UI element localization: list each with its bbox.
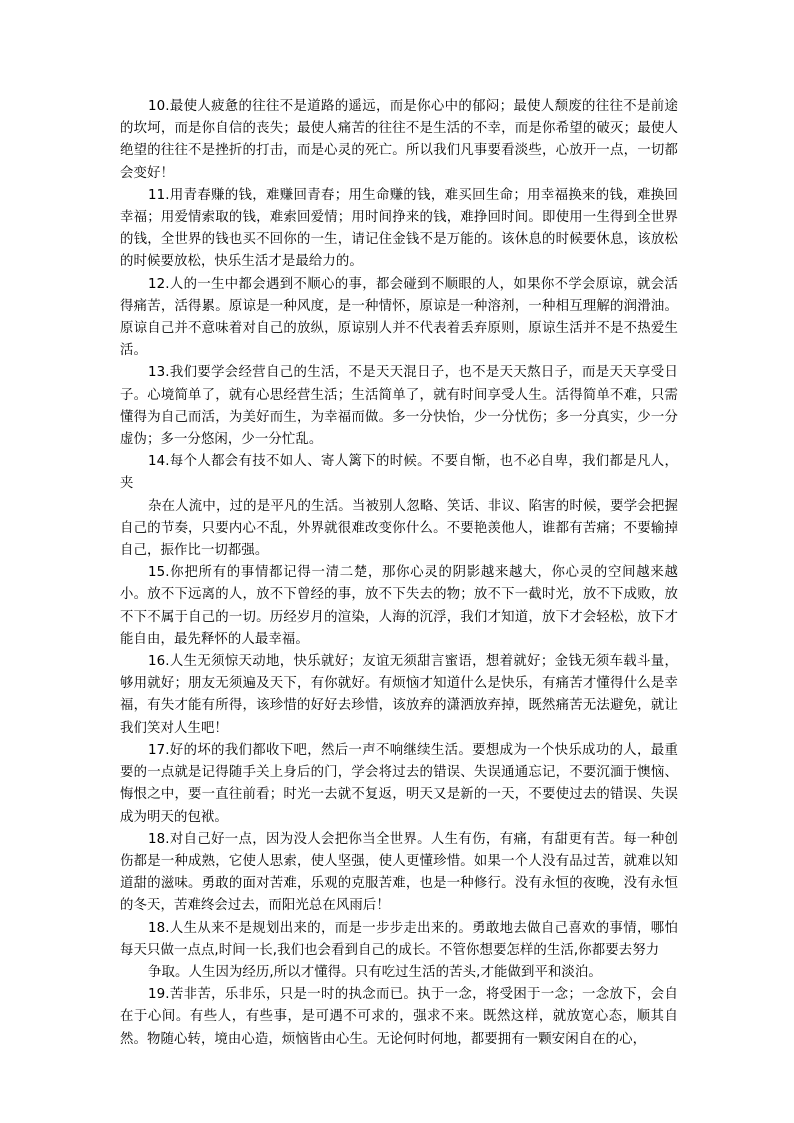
paragraph-17: 17.好的坏的我们都收下吧，然后一声不响继续生活。要想成为一个快乐成功的人，最重要的一点就是记得随手关上身后的门，学会将过去的错误、失误通通忘记，不要沉湎于懊恼、悔恨之中，要一直往前看；时光一去就不复返，明天又是新的一天，不要使过去的错误、失误成为明天的包袱。 bbox=[120, 742, 678, 825]
paragraph-18b: 18.人生从来不是规划出来的，而是一步步走出来的。勇敢地去做自己喜欢的事情，哪怕每天只做一点点,时间一长,我们也会看到自己的成长。不管你想要怎样的生活,你都要去努力 bbox=[120, 920, 678, 958]
paragraph-19: 19.苦非苦，乐非乐，只是一时的执念而已。执于一念，将受困于一念；一念放下，会自在于心间。有些人，有些事，是可遇不可求的，强求不来。既然这样，就放宽心态，顺其自然。物随心转，境由心造，烦恼皆由心生。无论何时何地，都要拥有一颗安闲自在的心， bbox=[120, 987, 678, 1047]
paragraph-13: 13.我们要学会经营自己的生活，不是天天混日子，也不是天天熬日子，而是天天享受日子。心境简单了，就有心思经营生活；生活简单了，就有时间享受人生。活得简单不难，只需懂得为自己而活，为美好而生，为幸福而做。多一分快怡，少一分忧伤；多一分真实，少一分虚伪；多一分悠闲，少一分忙乱。 bbox=[120, 365, 678, 448]
paragraph-18b-continued: 争取。人生因为经历,所以才懂得。只有吃过生活的苦头,才能做到平和淡泊。 bbox=[148, 964, 602, 980]
paragraph-18a: 18.对自己好一点，因为没人会把你当全世界。人生有伤，有痛，有甜更有苦。每一种创伤都是一种成熟，它使人思索，使人坚强，使人更懂珍惜。如果一个人没有品过苦，就难以知道甜的滋味。勇敢的面对苦难，乐观的克服苦难，也是一种修行。没有永恒的夜晚，没有永恒的冬天，苦难终会过去，而阳光总在风雨后！ bbox=[120, 831, 678, 914]
paragraph-16: 16.人生无须惊天动地，快乐就好；友谊无须甜言蜜语，想着就好；金钱无须车载斗量，够用就好；朋友无须遍及天下，有你就好。有烦恼才知道什么是快乐，有痛苦才懂得什么是幸福，有失才能有所得，该珍惜的好好去珍惜，该放弃的潇洒放弃掉，既然痛苦无法避免，就让我们笑对人生吧！ bbox=[120, 654, 678, 736]
paragraph-11: 11.用青春赚的钱，难赚回青春；用生命赚的钱，难买回生命；用幸福换来的钱，难换回幸福；用爱情索取的钱，难索回爱情；用时间挣来的钱，难挣回时间。即使用一生得到全世界的钱，全世界的钱也买不回你的一生，请记住金钱不是万能的。该休息的时候要休息，该放松的时候要放松，快乐生活才是最给力的。 bbox=[120, 187, 678, 270]
paragraph-12: 12.人的一生中都会遇到不顺心的事，都会碰到不顺眼的人，如果你不学会原谅，就会活得痛苦，活得累。原谅是一种风度，是一种情怀，原谅是一种溶剂，一种相互理解的润滑油。原谅自己并不意味着对自己的放纵，原谅别人并不代表着丢弃原则，原谅生活并不是不热爱生活。 bbox=[120, 276, 678, 359]
paragraph-15: 15.你把所有的事情都记得一清二楚，那你心灵的阴影越来越大，你心灵的空间越来越小。放不下远离的人，放不下曾经的事，放不下失去的物；放不下一截时光，放不下成败，放不下不属于自己的一切。历经岁月的渲染，人海的沉浮，我们才知道，放下才会轻松，放下才能自由，最先释怀的人最幸福。 bbox=[120, 565, 678, 647]
paragraph-10: 10.最使人疲惫的往往不是道路的遥远，而是你心中的郁闷；最使人颓废的往往不是前途的坎坷，而是你自信的丧失；最使人痛苦的往往不是生活的不幸，而是你希望的破灭；最使人绝望的往往不是挫折的打击，而是心灵的死亡。所以我们凡事要看淡些，心放开一点，一切都会变好！ bbox=[120, 99, 678, 181]
document-body bbox=[120, 96, 678, 1051]
paragraph-14: 14.每个人都会有技不如人、寄人篱下的时候。不要自惭，也不必自卑，我们都是凡人，夹 bbox=[120, 454, 678, 492]
paragraph-14-continued: 杂在人流中，过的是平凡的生活。当被别人忽略、笑话、非议、陷害的时候，要学会把握自己的节奏，只要内心不乱，外界就很难改变你什么。不要艳羡他人，谁都有苦痛；不要输掉自己，振作比一切都强。 bbox=[120, 498, 678, 559]
